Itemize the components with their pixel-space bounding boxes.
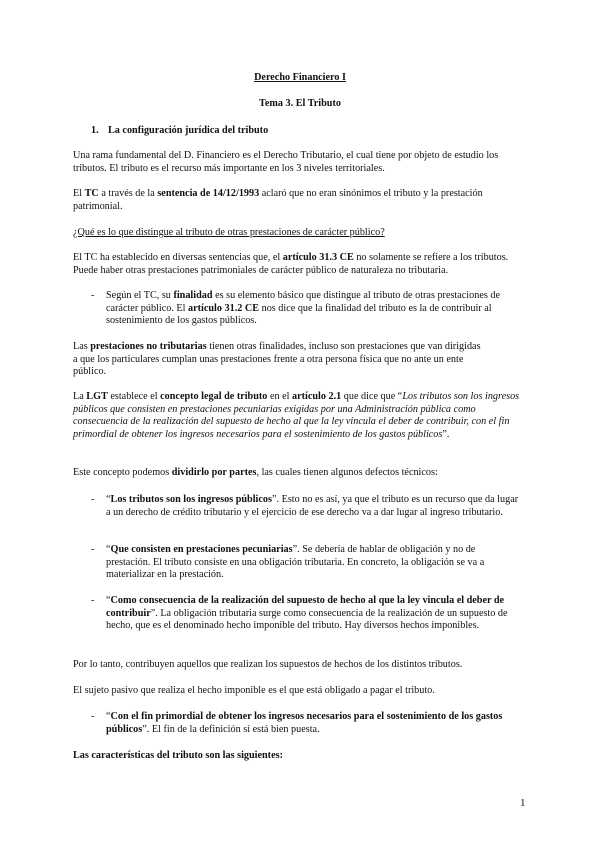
paragraph-contribuyen: Por lo tanto, contribuyen aquellos que realizan los supuestos de hechos de los distintos tributos. [73,659,463,670]
paragraph-sentencia: El TC a través de la sentencia de 14/12/1993 aclaró que no eran sinónimos el tributo y la prestación patrimonial. [73,188,483,212]
bullet-dash: - [91,711,95,722]
bullet-dash: - [91,494,95,505]
topic-title: Tema 3. El Tributo [259,98,341,109]
bullet-hecho-imponible: “Como consecuencia de la realización del supuesto de hecho al que la ley vincula el deber de contribuir”. La obligación tributaria surge como consecuencia de la realización de un supuesto de hecho, que es el denominado hecho imponible del tributo. Hay diversos hechos imponibles. [106,595,508,632]
bullet-prestaciones-pecuniarias: “Que consisten en prestaciones pecuniarias”. Se debería de hablar de obligación y no de prestación. El tributo consiste en una obligación tributaria. En concreto, la obligación se va a materializar en la prestación. [106,544,485,581]
page-number: 1 [520,797,526,809]
section-title: La configuración jurídica del tributo [108,125,269,136]
paragraph-concepto-legal: La LGT establece el concepto legal de tributo en el artículo 2.1 que dice que “Los tributos son los ingresos públicos que consisten en prestaciones pecuniarias exigidas por una Administración pública como consecuencia de la realización del supuesto de hecho al que la ley vincula el deber de contribuir, con el fin primordial de obtener los ingresos necesarios para el sostenimiento de los gastos públicos”. [73,391,520,440]
paragraph-articulo-31-3: El TC ha establecido en diversas sentencias que, el artículo 31.3 CE no solamente se refiere a los tributos. Puede haber otras prestaciones patrimoniales de carácter público de naturaleza no tributaria. [73,252,509,276]
characteristics-heading: Las características del tributo son las siguientes: [73,750,283,761]
bullet-ingresos-publicos: “Los tributos son los ingresos públicos”. Esto no es así, ya que el tributo es un recurso que da lugar a un derecho de crédito tributario y el ejercicio de ese derecho va a dar lugar al ingreso tributario. [106,494,519,518]
section-number: 1. [91,125,99,136]
paragraph-dividirlo: Este concepto podemos dividirlo por partes, las cuales tienen algunos defectos técnicos: [73,467,438,478]
bullet-finalidad: Según el TC, su finalidad es su elemento básico que distingue al tributo de otras prestaciones de carácter público. El artículo 31.2 CE nos dice que la finalidad del tributo es la de contribuir al sostenimiento de los gastos públicos. [106,290,500,327]
bullet-dash: - [91,595,95,606]
question-heading: ¿Qué es lo que distingue al tributo de otras prestaciones de carácter público? [73,227,385,238]
bullet-fin-primordial: “Con el fin primordial de obtener los ingresos necesarios para el sostenimiento de los gastos públicos”. El fin de la definición sí está bien puesta. [106,711,503,735]
bullet-dash: - [91,290,95,301]
course-title: Derecho Financiero I [254,72,346,83]
paragraph-derecho-tributario: Una rama fundamental del D. Financiero es el Derecho Tributario, el cual tiene por objeto de estudio los tributos. El tributo es el recurso más importante en los 3 niveles territoriales. [73,150,499,174]
paragraph-sujeto-pasivo: El sujeto pasivo que realiza el hecho imponible es el que está obligado a pagar el tributo. [73,685,435,696]
paragraph-prestaciones-no-tributarias: Las prestaciones no tributarias tienen otras finalidades, incluso son prestaciones que van dirigidas a que los particulares cumplan unas prestaciones frente a otra persona física que no ante un ente público. [73,341,481,378]
bullet-dash: - [91,544,95,555]
